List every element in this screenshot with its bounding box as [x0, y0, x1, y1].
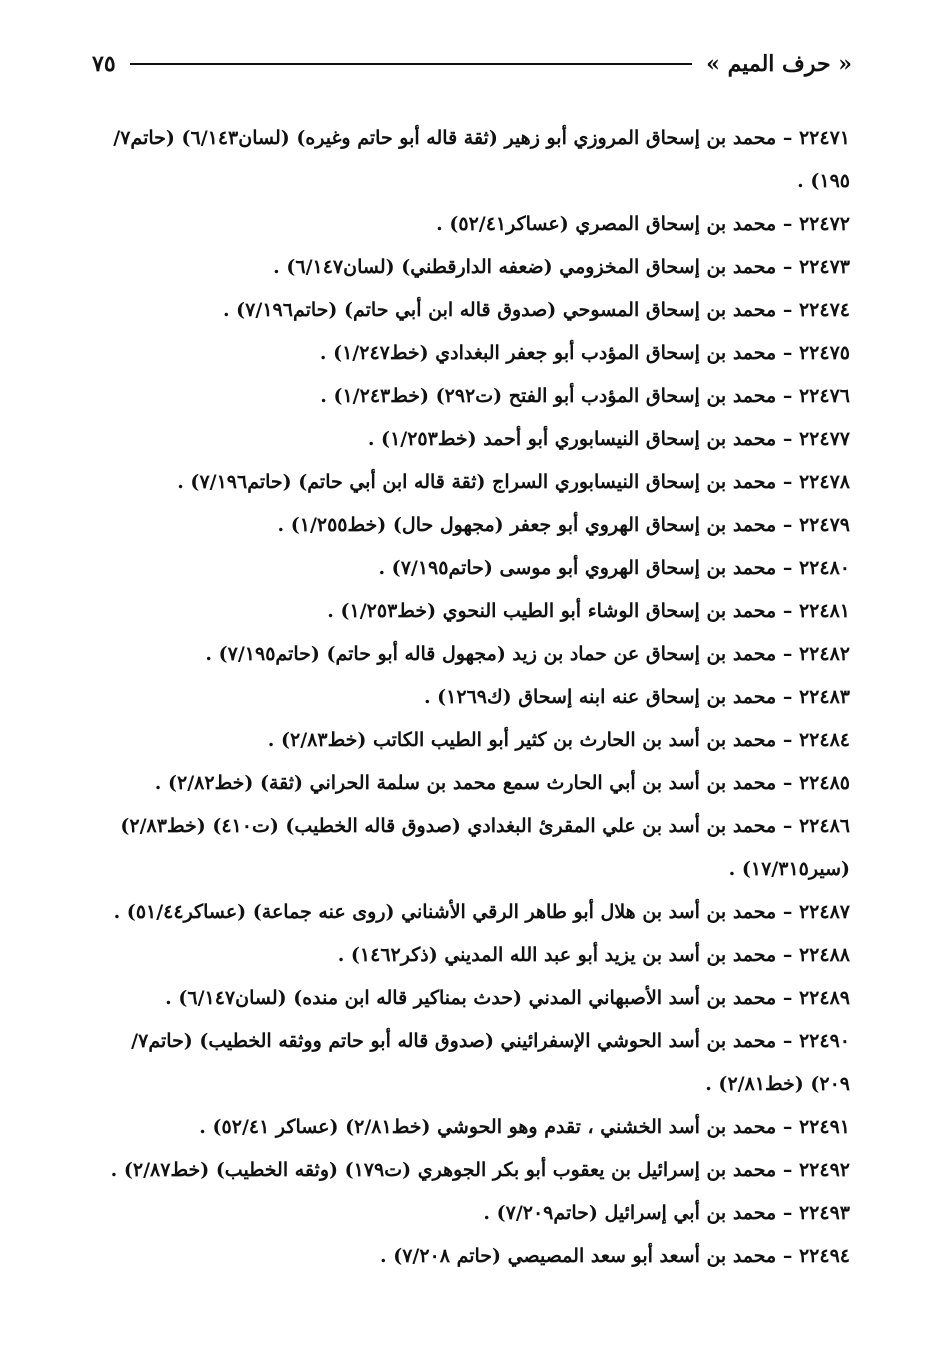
- entry-number: ٢٢٤٨٢: [798, 643, 850, 665]
- entry-text: محمد بن إسحاق المصري (عساكر٥٢/٤١) .: [436, 213, 777, 235]
- entry-row: [88, 719, 850, 762]
- entry-number: ٢٢٤٩٠: [798, 1030, 850, 1052]
- entry-separator: –: [776, 299, 799, 321]
- entry-row: [88, 117, 850, 203]
- entry-separator: –: [776, 1030, 799, 1052]
- entry-number: ٢٢٤٨٦: [798, 815, 850, 837]
- entry-row: [88, 633, 850, 676]
- entry-row: [88, 590, 850, 633]
- entry-text: محمد بن أسد بن علي المقرئ البغدادي (صدوق قاله الخطيب) (ت٤١٠) (خط٢/٨٣) (سير١٧/٣١٥) .: [120, 815, 850, 880]
- entry-text: محمد بن إسرائيل بن يعقوب أبو بكر الجوهري (ت١٧٩) (وثقه الخطيب) (خط٢/٨٧) .: [110, 1159, 777, 1181]
- page-header: [92, 44, 852, 84]
- entry-separator: –: [776, 1159, 799, 1181]
- entry-number: ٢٢٤٧٤: [798, 299, 850, 321]
- entry-row: [88, 1020, 850, 1106]
- entry-text: محمد بن إسحاق عن حماد بن زيد (مجهول قاله أبو حاتم) (حاتم٧/١٩٥) .: [205, 643, 777, 665]
- entry-separator: –: [776, 815, 799, 837]
- entry-separator: –: [776, 557, 799, 579]
- entry-text: محمد بن إسحاق الوشاء أبو الطيب النحوي (خط١/٢٥٣) .: [327, 600, 777, 622]
- entry-number: ٢٢٤٩٣: [798, 1202, 850, 1224]
- entry-separator: –: [776, 729, 799, 751]
- entry-row: [88, 762, 850, 805]
- entry-row: [88, 461, 850, 504]
- entry-row: [88, 934, 850, 977]
- entry-number: ٢٢٤٨٩: [798, 987, 850, 1009]
- entry-number: ٢٢٤٨٥: [798, 772, 850, 794]
- entry-number: ٢٢٤٨٤: [798, 729, 850, 751]
- entry-text: محمد بن إسحاق المسوحي (صدوق قاله ابن أبي حاتم) (حاتم٧/١٩٦) .: [222, 299, 777, 321]
- entry-number: ٢٢٤٧٧: [798, 428, 850, 450]
- entry-number: ٢٢٤٩٢: [798, 1159, 850, 1181]
- entry-separator: –: [776, 471, 799, 493]
- entry-separator: –: [776, 428, 799, 450]
- entry-text: محمد بن أسد الحوشي الإسفرائيني (صدوق قاله أبو حاتم ووثقه الخطيب) (حاتم٧/ ٢٠٩) (خط٢/٨١) .: [131, 1030, 850, 1095]
- entry-separator: –: [776, 901, 799, 923]
- entry-separator: –: [776, 643, 799, 665]
- entry-number: ٢٢٤٧٨: [798, 471, 850, 493]
- entry-row: [88, 418, 850, 461]
- entry-text: محمد بن أبي إسرائيل (حاتم٧/٢٠٩) .: [483, 1202, 777, 1224]
- entry-number: ٢٢٤٧٣: [798, 256, 850, 278]
- entry-separator: –: [776, 600, 799, 622]
- entry-text: محمد بن إسحاق المروزي أبو زهير (ثقة قاله أبو حاتم وغيره) (لسان٦/١٤٣) (حاتم٧/ ١٩٥) .: [113, 127, 850, 192]
- entry-separator: –: [776, 1245, 799, 1267]
- entry-text: محمد بن إسحاق المؤدب أبو الفتح (ت٢٩٢) (خط١/٢٤٣) .: [320, 385, 777, 407]
- entry-text: محمد بن إسحاق الهروي أبو جعفر (مجهول حال) (خط١/٢٥٥) .: [277, 514, 777, 536]
- entry-number: ٢٢٤٨٨: [798, 944, 850, 966]
- entry-separator: –: [776, 772, 799, 794]
- entry-number: ٢٢٤٨١: [798, 600, 850, 622]
- entry-text: محمد بن أسد بن أبي الحارث سمع محمد بن سلمة الحراني (ثقة) (خط٢/٨٢) .: [154, 772, 777, 794]
- entry-separator: –: [776, 256, 799, 278]
- entry-row: [88, 375, 850, 418]
- entry-row: [88, 1106, 850, 1149]
- entry-number: ٢٢٤٧٩: [798, 514, 850, 536]
- entry-text: محمد بن أسعد أبو سعد المصيصي (حاتم ٧/٢٠٨) .: [379, 1245, 777, 1267]
- entry-text: محمد بن إسحاق النيسابوري أبو أحمد (خط١/٢٥٣) .: [367, 428, 777, 450]
- entry-row: [88, 676, 850, 719]
- page-number: ٧٥: [92, 51, 116, 77]
- entry-row: [88, 289, 850, 332]
- entry-separator: –: [776, 987, 799, 1009]
- entry-text: محمد بن إسحاق عنه ابنه إسحاق (ك١٢٦٩) .: [423, 686, 777, 708]
- entry-separator: –: [776, 686, 799, 708]
- entry-text: محمد بن أسد بن هلال أبو طاهر الرقي الأشناني (روى عنه جماعة) (عساكر٥١/٤٤) .: [113, 901, 777, 923]
- entry-number: ٢٢٤٨٠: [798, 557, 850, 579]
- entry-row: [88, 547, 850, 590]
- entry-number: ٢٢٤٧٢: [798, 213, 850, 235]
- entry-separator: –: [776, 127, 799, 149]
- entry-row: [88, 977, 850, 1020]
- entry-separator: –: [776, 1116, 799, 1138]
- entry-separator: –: [776, 342, 799, 364]
- entry-row: [88, 332, 850, 375]
- entry-separator: –: [776, 944, 799, 966]
- entry-number: ٢٢٤٧٦: [798, 385, 850, 407]
- entry-number: ٢٢٤٨٧: [798, 901, 850, 923]
- entry-number: ٢٢٤٩١: [798, 1116, 850, 1138]
- entry-row: [88, 203, 850, 246]
- entry-separator: –: [776, 1202, 799, 1224]
- entry-text: محمد بن أسد الخشني ، تقدم وهو الحوشي (خط٢/٨١) (عساكر ٥٢/٤١) .: [199, 1116, 777, 1138]
- entry-row: [88, 1235, 850, 1278]
- entry-number: ٢٢٤٨٣: [798, 686, 850, 708]
- entry-text: محمد بن إسحاق المؤدب أبو جعفر البغدادي (خط١/٢٤٧) .: [319, 342, 777, 364]
- entry-row: [88, 246, 850, 289]
- entry-text: محمد بن إسحاق النيسابوري السراج (ثقة قاله ابن أبي حاتم) (حاتم٧/١٩٦) .: [177, 471, 777, 493]
- entry-list: [88, 117, 850, 1278]
- entry-text: محمد بن أسد بن يزيد أبو عبد الله المديني (ذكر١٤٦٢) .: [337, 944, 777, 966]
- entry-number: ٢٢٤٧٥: [798, 342, 850, 364]
- entry-text: محمد بن إسحاق الهروي أبو موسى (حاتم٧/١٩٥) .: [378, 557, 777, 579]
- entry-number: ٢٢٤٧١: [798, 127, 850, 149]
- entry-separator: –: [776, 385, 799, 407]
- entry-separator: –: [776, 514, 799, 536]
- entry-row: [88, 1149, 850, 1192]
- entry-separator: –: [776, 213, 799, 235]
- entry-row: [88, 891, 850, 934]
- header-rule: [130, 63, 693, 65]
- chapter-title: « حرف الميم »: [706, 51, 852, 77]
- entry-number: ٢٢٤٩٤: [798, 1245, 850, 1267]
- entry-row: [88, 1192, 850, 1235]
- entry-text: محمد بن أسد الأصبهاني المدني (حدث بمناكير قاله ابن منده) (لسان٦/١٤٧) .: [165, 987, 777, 1009]
- entry-row: [88, 805, 850, 891]
- entry-text: محمد بن أسد بن الحارث بن كثير أبو الطيب الكاتب (خط٢/٨٣) .: [267, 729, 777, 751]
- entry-row: [88, 504, 850, 547]
- entry-text: محمد بن إسحاق المخزومي (ضعفه الدارقطني) (لسان٦/١٤٧) .: [273, 256, 777, 278]
